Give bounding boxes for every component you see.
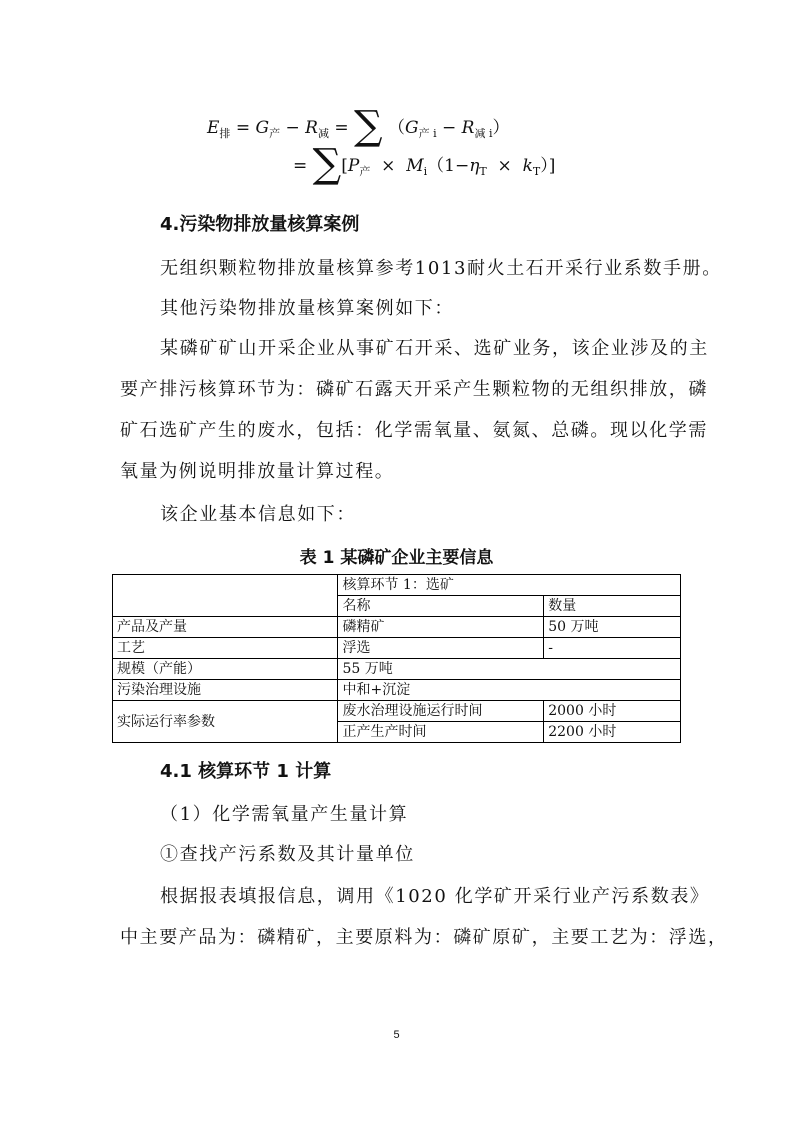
table-row: [113, 701, 681, 722]
table-cell: 2000 小时: [544, 701, 681, 722]
company-info-table: [112, 574, 681, 743]
column-header-qty: 数量: [544, 596, 681, 617]
table-cell: 磷精矿: [338, 617, 544, 638]
table-cell: 50 万吨: [544, 617, 681, 638]
formula-line-2: = $\sum[P_产 \times M_i(1-\eta_T \times k_T)]$: [293, 141, 556, 187]
row-label: 实际运行率参数: [113, 701, 338, 743]
table-row: [113, 617, 681, 638]
table-cell: 废水治理设施运行时间: [338, 701, 544, 722]
paragraph-line: 要产排污核算环节为：磷矿石露天开采产生颗粒物的无组织排放，磷: [120, 379, 708, 400]
paragraph-line: ①查找产污系数及其计量单位: [160, 844, 415, 865]
table-caption: 表 1 某磷矿企业主要信息: [299, 548, 494, 568]
paragraph-line: 矿石选矿产生的废水，包括：化学需氧量、氨氮、总磷。现以化学需: [120, 420, 708, 441]
column-header-name: 名称: [338, 596, 544, 617]
table-row: [113, 659, 681, 680]
table-row: [113, 680, 681, 701]
paragraph-line: 氧量为例说明排放量计算过程。: [120, 461, 395, 482]
paragraph-line: 某磷矿矿山开采企业从事矿石开采、选矿业务，该企业涉及的主: [160, 338, 709, 359]
paragraph-line: （1）化学需氧量产生量计算: [160, 804, 409, 825]
paragraph-line: 无组织颗粒物排放量核算参考1013耐火土石开采行业系数手册。: [160, 258, 722, 279]
paragraph-line: 中主要产品为：磷精矿，主要原料为：磷矿原矿，主要工艺为：浮选，: [120, 927, 728, 948]
table-cell: 浮选: [338, 638, 544, 659]
row-label: 规模（产能）: [113, 659, 338, 680]
page-number: 5: [393, 1029, 400, 1041]
sigma-symbol: ∑: [312, 141, 342, 187]
paragraph-line: 其他污染物排放量核算案例如下：: [160, 298, 454, 319]
table-cell: 2200 小时: [544, 722, 681, 743]
section-heading-4-1: 4.1 核算环节 1 计算: [160, 761, 332, 782]
paragraph-line: 根据报表填报信息，调用《1020 化学矿开采行业产污系数表》: [160, 886, 710, 907]
table-cell: -: [544, 638, 681, 659]
formula-line-1: $E_排 = G_产 - R_减$ = ∑ $(G_{产 i} - R_{减 i})$: [207, 103, 510, 149]
row-label: 污染治理设施: [113, 680, 338, 701]
table-cell: 中和+沉淀: [338, 680, 681, 701]
table-cell-empty: [113, 575, 338, 617]
row-label: 工艺: [113, 638, 338, 659]
section-heading-4: 4.污染物排放量核算案例: [160, 214, 360, 235]
row-label: 产品及产量: [113, 617, 338, 638]
table-row: [113, 638, 681, 659]
table-row: [113, 575, 681, 596]
table-cell: 正产生产时间: [338, 722, 544, 743]
table-cell: 55 万吨: [338, 659, 681, 680]
sigma-symbol: ∑: [354, 103, 383, 149]
paragraph-line: 该企业基本信息如下：: [160, 504, 356, 525]
table-section-header: 核算环节 1：选矿: [338, 575, 681, 596]
